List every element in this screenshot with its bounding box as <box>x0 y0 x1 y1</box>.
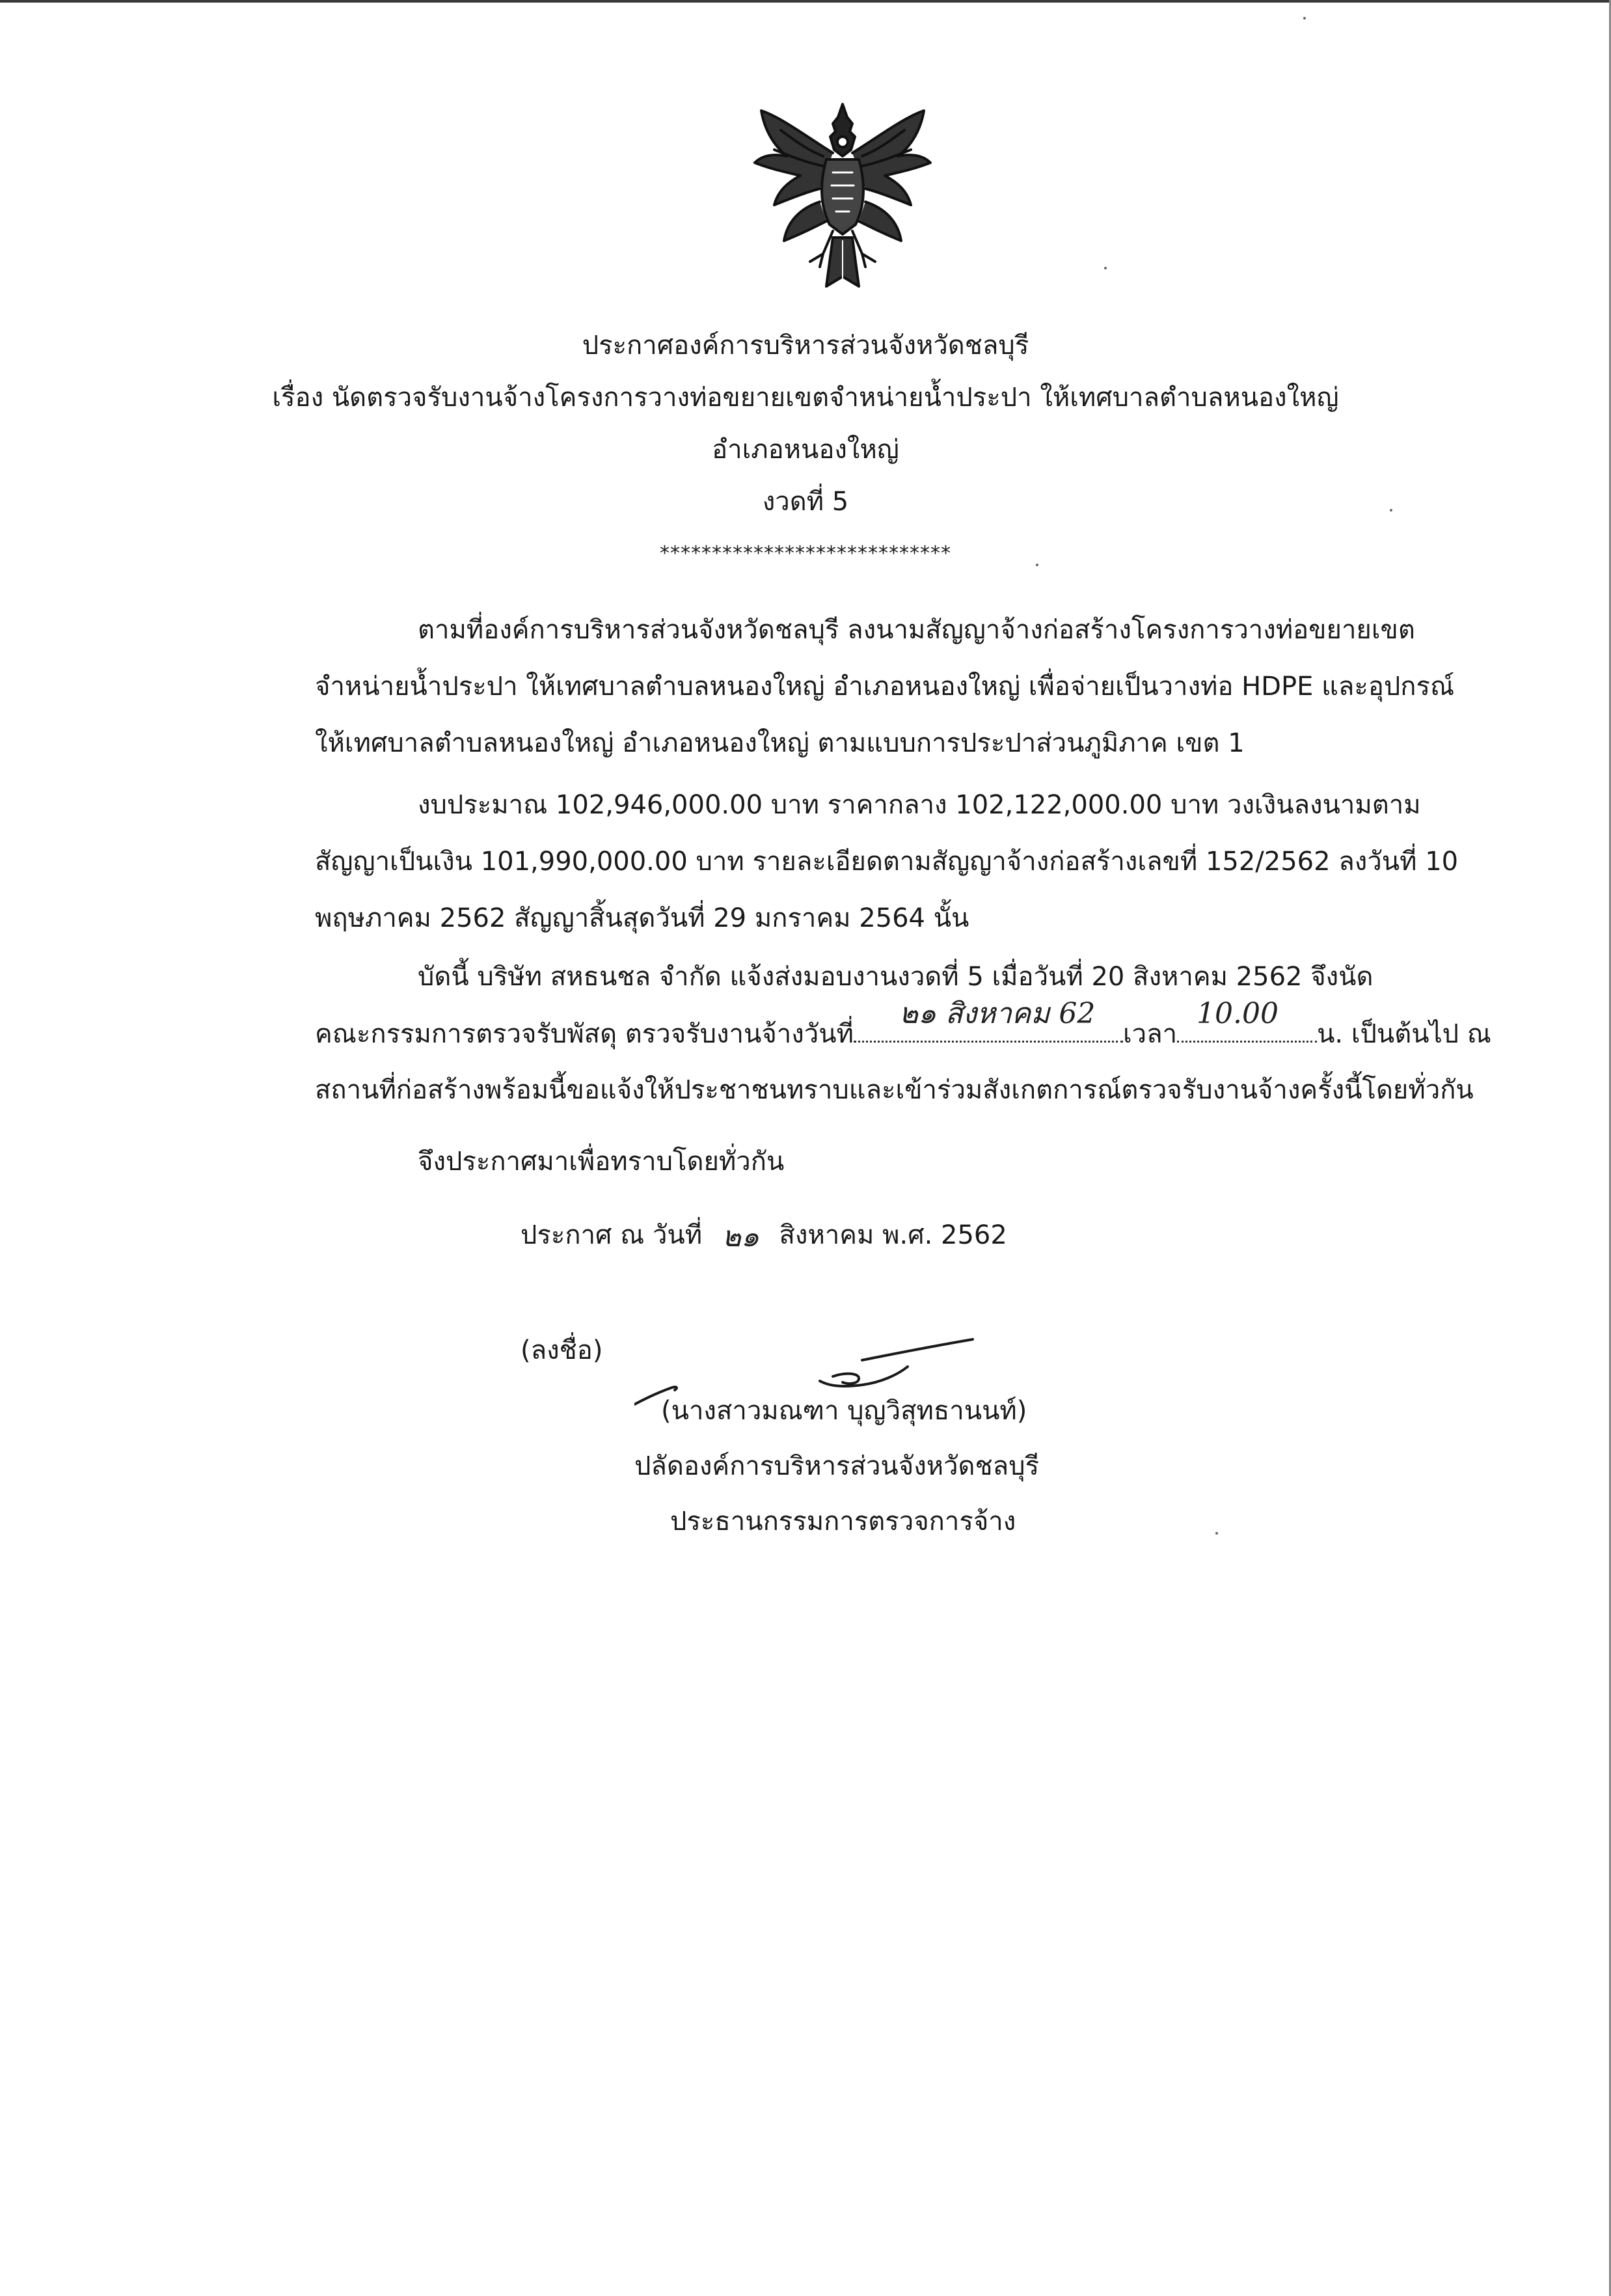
subject-line-district: อำเภอหนองใหญ่ <box>712 435 899 465</box>
separator-stars: **************************** <box>660 542 951 565</box>
scan-speck <box>1303 17 1306 20</box>
handwritten-day: ๒๑ <box>722 1220 759 1253</box>
signatory-role: ประธานกรรมการตรวจการจ้าง <box>670 1507 1016 1537</box>
org-announcement-title: ประกาศองค์การบริหารส่วนจังหวัดชลบุรี <box>582 331 1029 361</box>
date-fill-dots <box>854 997 1123 1043</box>
scan-speck <box>1036 564 1038 566</box>
para3-line2-suffix: น. เป็นต้นไป ณ <box>1317 1019 1491 1049</box>
para2-line1: งบประมาณ 102,946,000.00 บาท ราคากลาง 102,122,000.00 บาท วงเงินลงนามตาม <box>418 790 1421 820</box>
announcement-date <box>521 1218 1007 1251</box>
para3-time-label: เวลา <box>1122 1019 1178 1049</box>
para3-line1: บัดนี้ บริษัท สหธนชล จำกัด แจ้งส่งมอบงานงวดที่ 5 เมื่อวันที่ 20 สิงหาคม 2562 จึงนัด <box>418 962 1374 992</box>
time-fill-dots <box>1177 997 1317 1043</box>
scan-speck <box>1390 509 1392 512</box>
para3-line2-prefix: คณะกรรมการตรวจรับพัสดุ ตรวจรับงานจ้างวันที่ <box>315 1019 854 1049</box>
scan-speck <box>1215 1532 1218 1535</box>
para3-line3: สถานที่ก่อสร้างพร้อมนี้ขอแจ้งให้ประชาชนทราบและเข้าร่วมสังเกตการณ์ตรวจรับงานจ้างครั้งนี้โดยทั่วกัน <box>315 1075 1474 1105</box>
scan-speck <box>1104 267 1107 269</box>
para2-line2: สัญญาเป็นเงิน 101,990,000.00 บาท รายละเอียดตามสัญญาจ้างก่อสร้างเลขที่ 152/2562 ลงวันที่ 10 <box>315 847 1459 877</box>
signed-label: (ลงชื่อ) <box>521 1335 603 1365</box>
handwritten-inspection-time: 10.00 <box>1197 997 1279 1030</box>
announcement-month-year: สิงหาคม พ.ศ. 2562 <box>779 1220 1007 1250</box>
subject-line: เรื่อง นัดตรวจรับงานจ้างโครงการวางท่อขยายเขตจำหน่ายน้ำประปา ให้เทศบาลตำบลหนองใหญ่ <box>272 383 1339 413</box>
para1-line1: ตามที่องค์การบริหารส่วนจังหวัดชลบุรี ลงนามสัญญาจ้างก่อสร้างโครงการวางท่อขยายเขต <box>418 615 1415 645</box>
para1-line3: ให้เทศบาลตำบลหนองใหญ่ อำเภอหนองใหญ่ ตามแบบการประปาส่วนภูมิภาค เขต 1 <box>315 728 1245 758</box>
installment-label: งวดที่ 5 <box>762 487 849 517</box>
closing-statement: จึงประกาศมาเพื่อทราบโดยทั่วกัน <box>418 1147 785 1177</box>
signatory-name: (นางสาวมณฑา บุญวิสุทธานนท์) <box>661 1396 1027 1426</box>
para3-line2 <box>315 997 1491 1050</box>
para1-line2: จำหน่ายน้ำประปา ให้เทศบาลตำบลหนองใหญ่ อำเภอหนองใหญ่ เพื่อจ่ายเป็นวางท่อ HDPE และอุปกรณ์ <box>315 672 1455 702</box>
scan-edge <box>0 0 1611 3</box>
para2-line3: พฤษภาคม 2562 สัญญาสิ้นสุดวันที่ 29 มกราคม 2564 นั้น <box>315 903 969 933</box>
garuda-emblem-icon <box>735 91 950 306</box>
announcement-date-prefix: ประกาศ ณ วันที่ <box>521 1220 703 1250</box>
signatory-position: ปลัดองค์การบริหารส่วนจังหวัดชลบุรี <box>634 1451 1040 1481</box>
handwritten-inspection-date: ๒๑ สิงหาคม 62 <box>899 997 1096 1030</box>
